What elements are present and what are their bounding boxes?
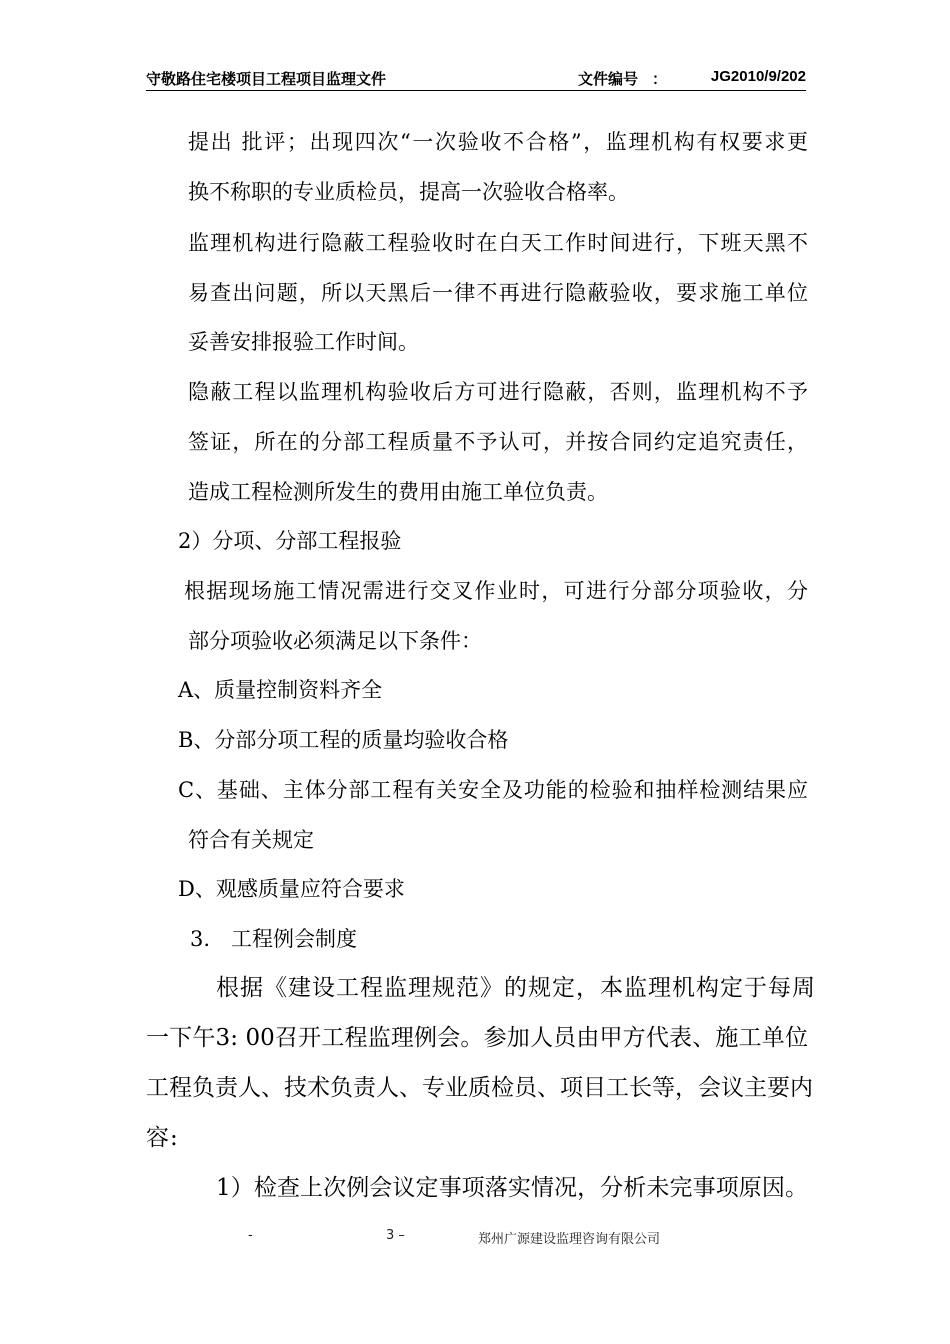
paragraph-line: 容: bbox=[146, 1125, 179, 1151]
paragraph-line: 1）检查上次例会议定事项落实情况，分析未完事项原因。 bbox=[216, 1175, 808, 1201]
footer-dash: - bbox=[248, 1228, 253, 1243]
text-line: 监理机构进行隐蔽工程验收时在白天工作时间进行，下班天黑不 bbox=[188, 231, 808, 255]
text-line: 妥善安排报验工作时间。 bbox=[188, 330, 419, 354]
list-item: C、基础、主体分部工程有关安全及功能的检验和抽样检测结果应 bbox=[178, 778, 808, 802]
paragraph-line: 工程负责人、技术负责人、专业质检员、项目工长等，会议主要内 bbox=[146, 1075, 813, 1101]
text-line: 根据现场施工情况需进行交叉作业时，可进行分部分项验收，分 bbox=[184, 579, 808, 603]
text-line: 提出 批评；出现四次“一次验收不合格”，监理机构有权要求更 bbox=[188, 130, 808, 154]
paragraph-line: 一下午3: 00召开工程监理例会。参加人员由甲方代表、施工单位 bbox=[146, 1025, 808, 1051]
list-item: A、质量控制资料齐全 bbox=[178, 678, 383, 702]
file-number-colon: ： bbox=[652, 70, 668, 88]
header-title: 守敬路住宅楼项目工程项目监理文件 bbox=[146, 70, 387, 88]
page-header bbox=[146, 66, 806, 91]
text-line: 签证，所在的分部工程质量不予认可，并按合同约定追究责任， bbox=[188, 430, 808, 454]
text-line: 隐蔽工程以监理机构验收后方可进行隐蔽，否则，监理机构不予 bbox=[188, 380, 808, 404]
list-item: B、分部分项工程的质量均验收合格 bbox=[178, 728, 509, 752]
section-heading: 3. 工程例会制度 bbox=[190, 927, 358, 951]
section-heading: 2）分项、分部工程报验 bbox=[178, 529, 402, 553]
text-line: 易查出问题，所以天黑后一律不再进行隐蔽验收，要求施工单位 bbox=[188, 281, 808, 305]
paragraph-line: 根据《建设工程监理规范》的规定，本监理机构定于每周 bbox=[216, 975, 816, 1001]
file-number-label: 文件编号 bbox=[578, 70, 639, 88]
text-line: 换不称职的专业质检员，提高一次验收合格率。 bbox=[188, 180, 629, 204]
footer-company: 郑州广源建设监理咨询有限公司 bbox=[478, 1232, 661, 1247]
page-number: 3 – bbox=[386, 1228, 405, 1243]
file-number-value: JG2010/9/202 bbox=[710, 68, 806, 85]
list-item: D、观感质量应符合要求 bbox=[178, 877, 405, 901]
text-line: 符合有关规定 bbox=[188, 828, 314, 852]
text-line: 造成工程检测所发生的费用由施工单位负责。 bbox=[188, 480, 608, 504]
text-line: 部分项验收必须满足以下条件： bbox=[188, 629, 482, 653]
